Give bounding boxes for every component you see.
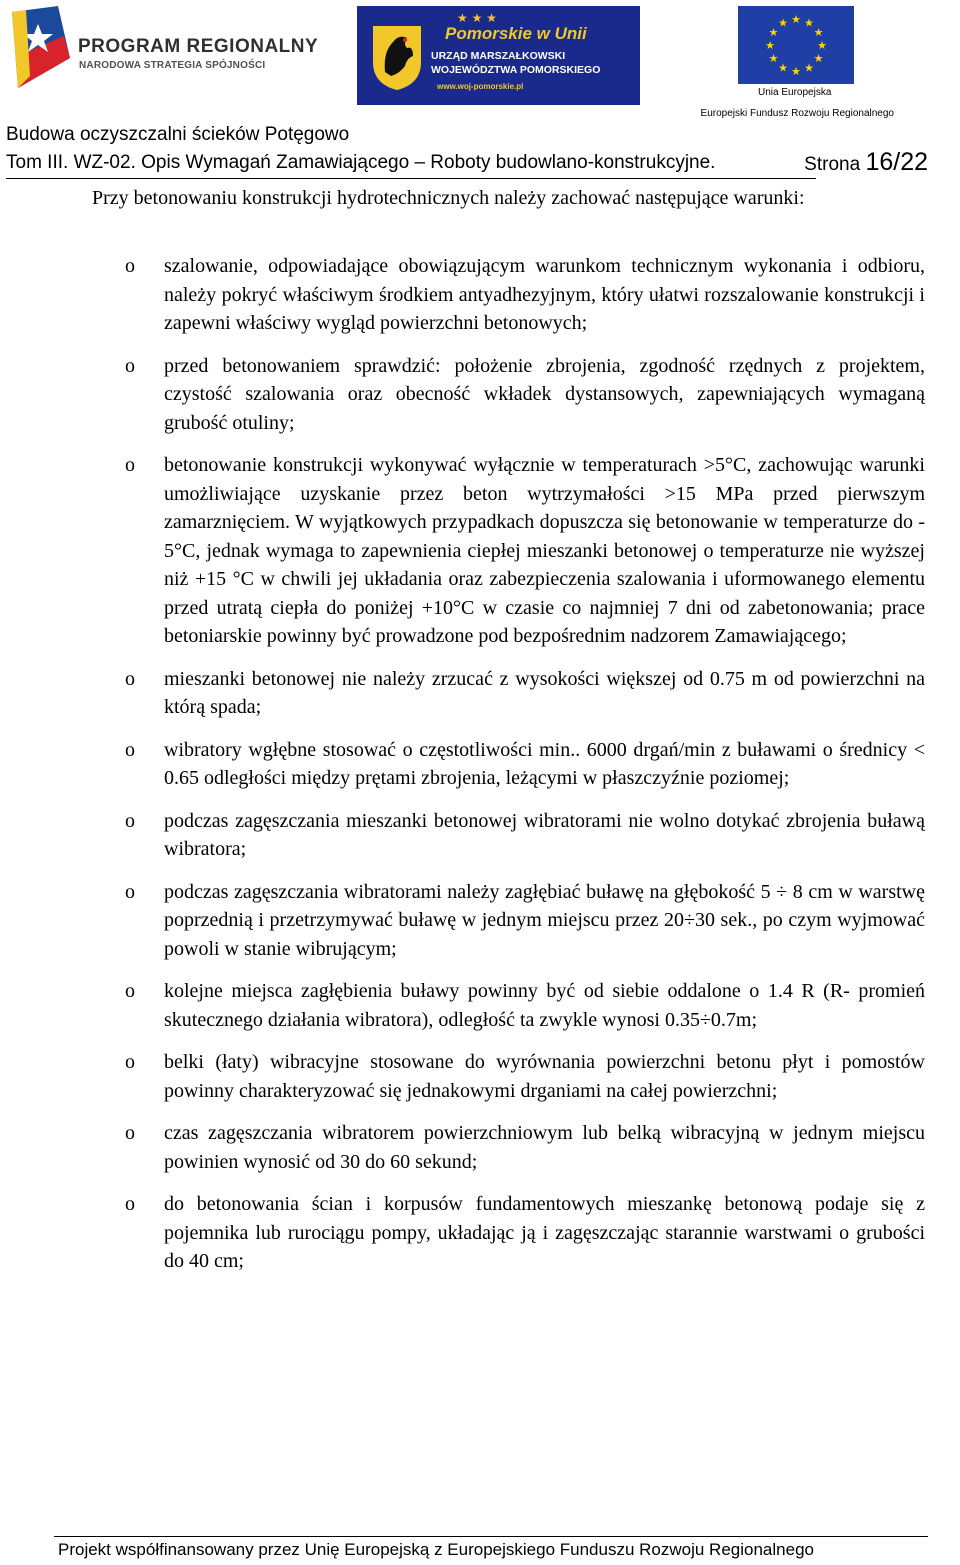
pomorskie-logo — [357, 6, 640, 105]
eu-star-icon: ★ — [778, 61, 788, 75]
pomorskie-office-line2: WOJEWÓDZTWA POMORSKIEGO — [431, 64, 601, 76]
list-item — [0, 1119, 960, 1176]
list-item — [0, 736, 960, 793]
program-title: PROGRAM REGIONALNY — [78, 36, 319, 57]
project-title: Budowa oczyszczalni ścieków Potęgowo — [6, 124, 350, 145]
bullet-marker: o — [125, 667, 135, 690]
program-subtitle: NARODOWA STRATEGIA SPÓJNOŚCI — [79, 60, 266, 71]
list-item — [0, 977, 960, 1034]
eu-star-icon: ★ — [765, 39, 775, 52]
eu-flag-icon — [738, 6, 854, 84]
bullet-marker: o — [125, 980, 135, 1002]
list-item-text: do betonowania ścian i korpusów fundamentowych mieszankę betonową podaje się z pojemnika lub rurociągu pompy, układając ją i zagęszczając starannie warstwami o grubości do 40 cm; — [164, 1193, 925, 1272]
bullet-marker: o — [125, 880, 135, 903]
pomorskie-title: Pomorskie w Unii — [445, 24, 587, 43]
list-item-text: kolejne miejsca zagłębienia buławy powinny być od siebie oddalone o 1.4 R (R- promień skutecznego działania wibratora), odległość ta zwykle wynosi 0.35÷0.7m; — [164, 980, 925, 1031]
intro-paragraph: Przy betonowaniu konstrukcji hydrotechnicznych należy zachować następujące warunki: — [92, 187, 805, 209]
eu-fund-label: Europejski Fundusz Rozwoju Regionalnego — [700, 108, 894, 119]
list-item-text: wibratory wgłębne stosować o częstotliwości min.. 6000 drgań/min z buławami o średnicy < 0.65 odległości między prętami zbrojenia, leżącymi w płaszczyźnie poziomej; — [164, 738, 925, 789]
requirements-list — [0, 252, 960, 1290]
program-regionalny-emblem-icon — [8, 6, 74, 90]
bullet-marker: o — [125, 738, 135, 761]
list-item-text: czas zagęszczania wibratorem powierzchniowym lub belką wibracyjną w jednym miejscu powinien wynosić od 30 do 60 sekund; — [164, 1122, 925, 1173]
eu-star-icon: ★ — [813, 26, 824, 39]
stars-icon — [457, 10, 517, 24]
footer-text: Projekt współfinansowany przez Unię Europejską z Europejskiego Funduszu Rozwoju Regionalnego — [58, 1540, 814, 1559]
volume-title: Tom III. WZ-02. Opis Wymagań Zamawiającego – Roboty budowlano-konstrukcyjne. — [6, 152, 716, 173]
griffin-crest-icon — [369, 22, 425, 92]
eu-star-icon: ★ — [817, 39, 827, 52]
bullet-marker: o — [125, 1193, 135, 1215]
page-label: Strona — [804, 154, 866, 175]
list-item — [0, 451, 960, 651]
list-item — [0, 1048, 960, 1105]
list-item-text: szalowanie, odpowiadające obowiązującym warunkom technicznym wykonania i odbioru, należy pokryć właściwym środkiem antyadhezyjnym, który ułatwi rozszalowanie konstrukcji i zapewni właściwy wygląd powierzchni betonowych; — [164, 255, 925, 334]
eu-star-icon: ★ — [813, 52, 824, 65]
bullet-marker: o — [125, 255, 135, 277]
pomorskie-office-line1: URZĄD MARSZAŁKOWSKI — [431, 50, 566, 62]
list-item-text: podczas zagęszczania wibratorami należy zagłębiać buławę na głębokość 5 ÷ 8 cm w warstwę poprzednią i przetrzymywać buławę w jednym miejscu przez 20÷30 sek., po czym wyjmować powoli w stanie wibrującym; — [164, 880, 925, 960]
list-item — [0, 807, 960, 864]
eu-star-icon: ★ — [804, 61, 814, 75]
list-item-text: przed betonowaniem sprawdzić: położenie zbrojenia, zgodność rzędnych z projektem, czystość szalowania oraz obecność wkładek dystansowych, zapewniających wymaganą grubość otuliny; — [164, 354, 925, 434]
list-item-text: podczas zagęszczania mieszanki betonowej wibratorami nie wolno dotykać zbrojenia buławą wibratora; — [164, 809, 925, 860]
bullet-marker: o — [125, 1122, 135, 1144]
program-regionalny-logo — [8, 6, 328, 90]
eu-star-icon: ★ — [804, 16, 814, 30]
footer-divider — [54, 1536, 928, 1537]
list-item — [0, 252, 960, 338]
bullet-marker: o — [125, 809, 135, 832]
bullet-marker: o — [125, 354, 135, 377]
list-item — [0, 878, 960, 964]
list-item — [0, 665, 960, 722]
page-indicator — [804, 148, 928, 177]
bullet-marker: o — [125, 1051, 135, 1073]
svg-text:★ ★ ★: ★ ★ ★ — [457, 11, 497, 24]
header-divider — [6, 178, 816, 179]
eu-star-icon: ★ — [791, 13, 801, 26]
list-item-text: mieszanki betonowej nie należy zrzucać z wysokości większej od 0.75 m od powierzchni na którą spada; — [164, 667, 925, 718]
list-item — [0, 352, 960, 438]
bullet-marker: o — [125, 454, 135, 476]
list-item-text: belki (łaty) wibracyjne stosowane do wyrównania powierzchni betonu płyt i pomostów powinny charakteryzować się jednakowymi drganiami na całej powierzchni; — [164, 1051, 925, 1102]
list-item-text: betonowanie konstrukcji wykonywać wyłącznie w temperaturach >5°C, zachowując warunki umożliwiające uzyskanie przez beton wytrzymałości >15 MPa przed pierwszym zamarznięciem. W wyjątkowych przypadkach dopuszcza się betonowanie w temperaturze do - 5°C, jednak wymaga to zapewnienia ciepłej mieszanki betonowej o temperaturze nie wyższej niż +15 °C w chwili jej układania oraz zabezpieczenia szalowania i uformowanego elementu przed utratą ciepła do poniżej +10°C w czasie co najmniej 7 dni od zabetonowania; prace betoniarskie powinny być prowadzone pod bezpośrednim nadzorem Zamawiającego; — [164, 454, 925, 647]
eu-star-icon: ★ — [768, 52, 779, 65]
eu-star-icon: ★ — [778, 16, 788, 30]
list-item — [0, 1190, 960, 1276]
eu-union-label: Unia Europejska — [758, 87, 832, 98]
eu-star-icon: ★ — [791, 65, 801, 78]
page-number: 16/22 — [865, 148, 928, 176]
pomorskie-url: www.woj-pomorskie.pl — [437, 82, 524, 91]
eu-star-icon: ★ — [768, 26, 779, 39]
